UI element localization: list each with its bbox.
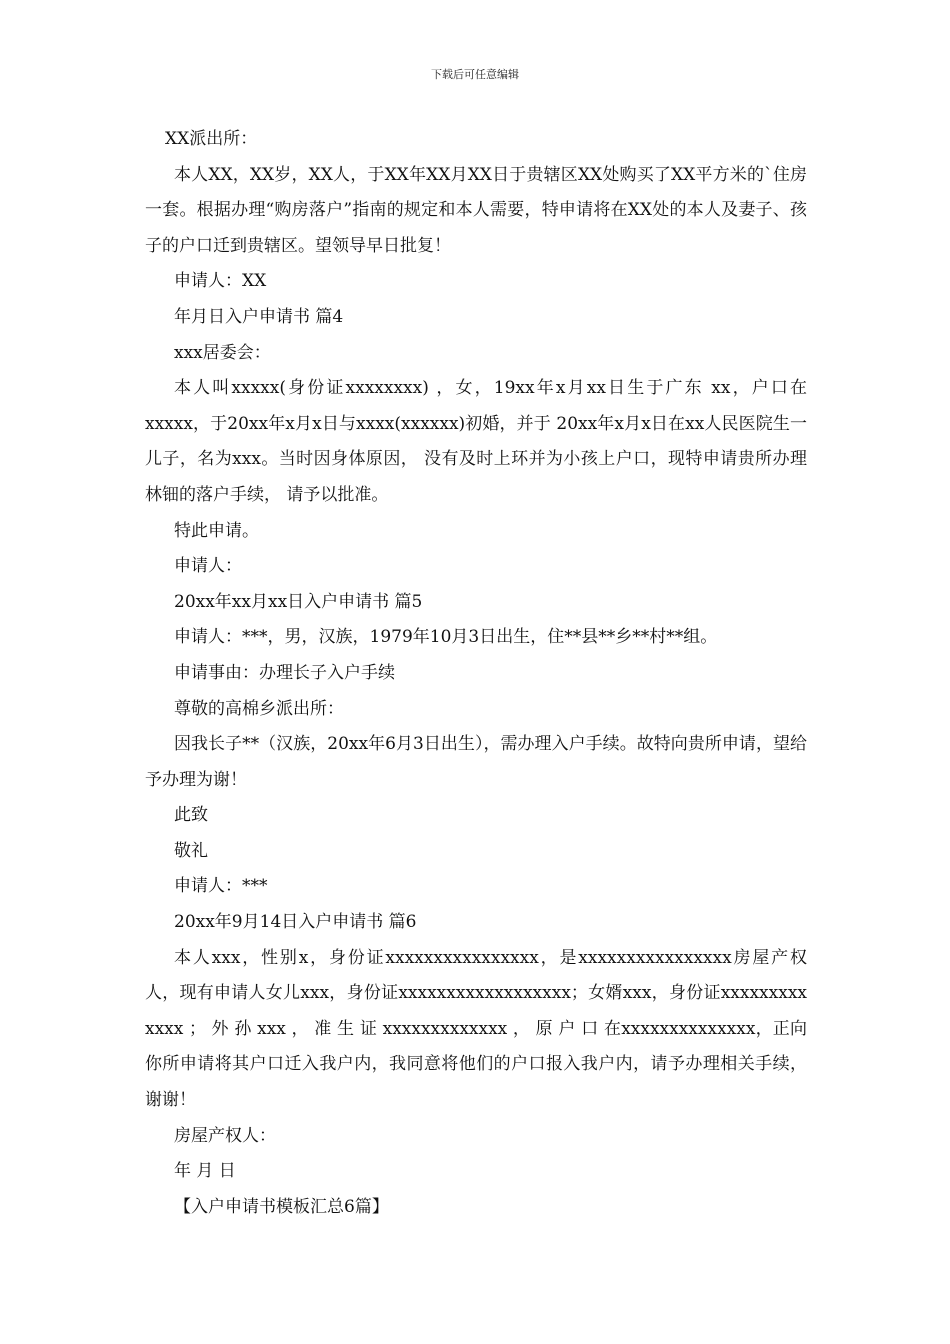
section-title: 年月日入户申请书 篇4 — [174, 306, 344, 327]
document-body — [145, 122, 807, 1225]
addressee-line: xxx居委会： — [174, 342, 271, 363]
applicant-info-line: 申请人：***，男，汉族，1979年10月3日出生，住**县**乡**村**组。 — [174, 627, 718, 648]
section-title: 20xx年9月14日入户申请书 篇6 — [174, 912, 417, 933]
page-header: 下载后可任意编辑 — [431, 68, 519, 81]
paragraph: 本人叫xxxxx(身份证xxxxxxxx) ，女，19xx年x月xx日生于广东 xx，户口在xxxxx，于20xx年x月x日与xxxx(xxxxxx)初婚，并于 20xx年x月x日在xx人民医院生一儿子，名为xxx。当时因身体原因， 没有及时上环并为小孩上户口，现特申请贵所办理林钿的落户手续， 请予以批准。 — [145, 378, 807, 505]
paragraph: 本人xxx，性别x，身份证xxxxxxxxxxxxxxxx，是xxxxxxxxxxxxxxxx房屋产权人，现有申请人女儿xxx，身份证xxxxxxxxxxxxxxxxxx；女婿xxx，身份证xxxxxxxxxxxxx ； 外 孙 xxx ， 准 生 证 xxxxxxxxxxxxx ， 原 户 口 在xxxxxxxxxxxxxx，正向你所申请将其户口迁入我户内，我同意将他们的户口报入我户内，请予办理相关手续，谢谢！ — [145, 947, 807, 1111]
closing-line: 特此申请。 — [174, 520, 259, 541]
closing-line: 此致 — [174, 805, 208, 826]
paragraph: 因我长子**（汉族，20xx年6月3日出生），需办理入户手续。故特向贵所申请，望给予办理为谢！ — [145, 734, 807, 790]
addressee-line: 尊敬的高棉乡派出所： — [174, 698, 344, 719]
addressee-line: XX派出所： — [165, 129, 258, 149]
closing-line: 敬礼 — [174, 840, 208, 861]
reason-line: 申请事由：办理长子入户手续 — [174, 662, 395, 683]
section-title: 20xx年xx月xx日入户申请书 篇5 — [174, 591, 423, 612]
applicant-line: 申请人： — [174, 556, 242, 577]
paragraph: 本人XX，XX岁，XX人，于XX年XX月XX日于贵辖区XX处购买了XX平方米的`住房一套。根据办理“购房落户”指南的规定和本人需要，特申请将在XX处的本人及妻子、孩子的户口迁到贵辖区。望领导早日批复！ — [145, 164, 807, 256]
applicant-line: 申请人：*** — [174, 876, 268, 897]
owner-line: 房屋产权人： — [174, 1125, 276, 1146]
applicant-line: 申请人：XX — [174, 271, 267, 292]
date-line: 年 月 日 — [174, 1161, 236, 1182]
document-footer-title: 【入户申请书模板汇总6篇】 — [174, 1196, 389, 1217]
